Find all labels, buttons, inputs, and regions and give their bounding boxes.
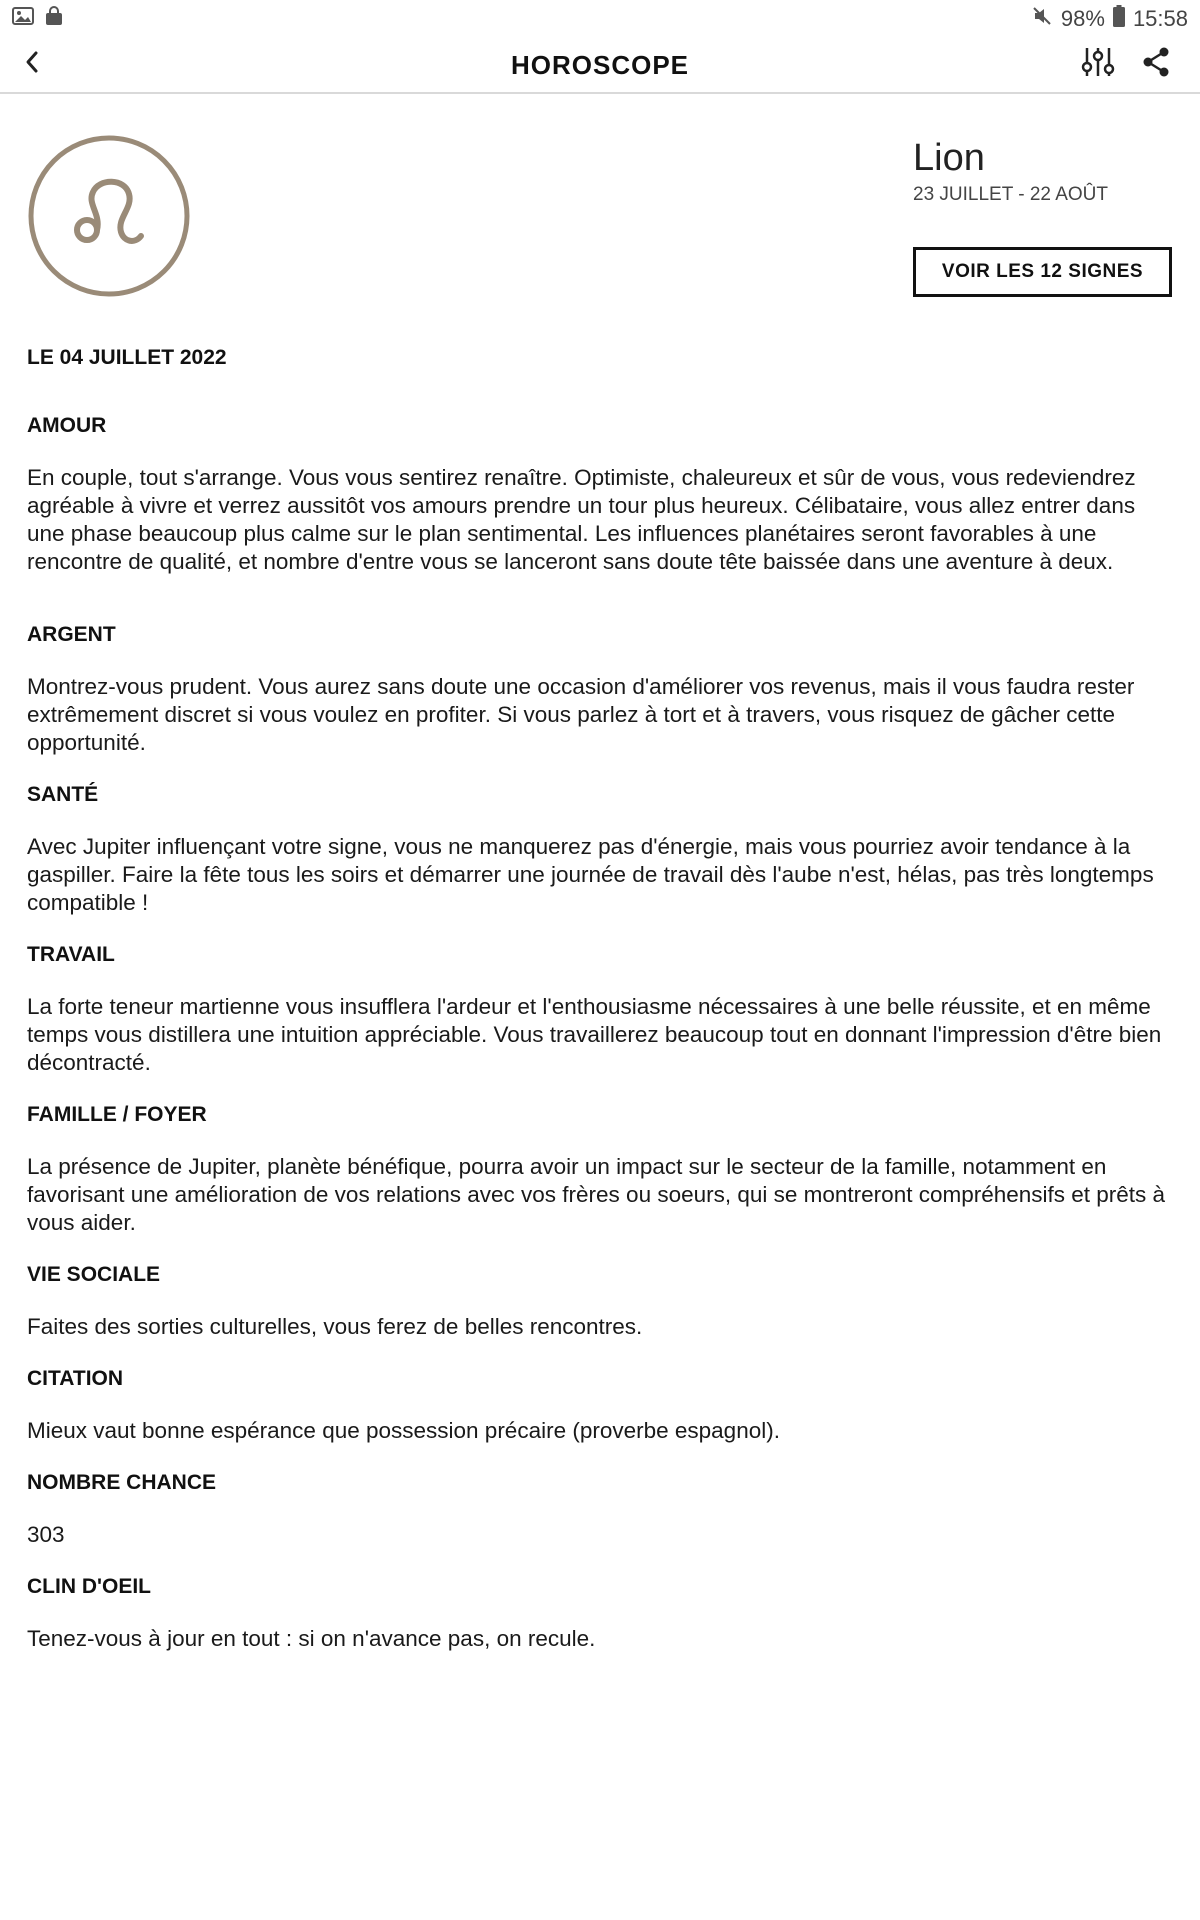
section-text: Avec Jupiter influençant votre signe, vous ne manquerez pas d'énergie, mais vous pourriez avoir tendance à la gaspiller. Faire la fête tous les soirs et démarrer une journée de travail dès l'aube n'est, hélas, pas très longtemps compatible ! bbox=[27, 834, 1154, 915]
section-text: 303 bbox=[27, 1522, 65, 1547]
section-vie-sociale bbox=[27, 1261, 1177, 1341]
sliders-icon bbox=[1081, 45, 1115, 84]
section-text: La présence de Jupiter, planète bénéfique, pourra avoir un impact sur le secteur de la famille, notamment en favorisant une amélioration de vos relations avec vos frères ou soeurs, qui se montreront compréhensifs et prêts à vous aider. bbox=[27, 1154, 1166, 1235]
section-text: En couple, tout s'arrange. Vous vous sentirez renaître. Optimiste, chaleureux et sûr de vous, vous redeviendrez agréable à vivre et verrez aussitôt vos amours prendre un tour plus heureux. Célibataire, vous allez entrer dans une phase beaucoup plus calme sur le plan sentimental. Les influences planétaires seront favorables à une rencontre de qualité, et nombre d'entre vous se lanceront sans doute tête baissée dans une aventure à deux. bbox=[27, 465, 1136, 574]
status-bar bbox=[0, 0, 1200, 38]
battery-percent: 98% bbox=[1060, 6, 1105, 31]
section-title: CITATION bbox=[27, 1367, 124, 1390]
section-travail bbox=[27, 941, 1177, 1077]
section-title: FAMILLE / FOYER bbox=[27, 1103, 207, 1126]
gallery-icon bbox=[12, 6, 34, 32]
date-heading: LE 04 JUILLET 2022 bbox=[27, 346, 227, 369]
section-text: Mieux vaut bonne espérance que possession précaire (proverbe espagnol). bbox=[27, 1418, 780, 1443]
status-system bbox=[1031, 5, 1188, 33]
horoscope-content bbox=[27, 344, 1177, 1677]
view-all-signs-button[interactable]: VOIR LES 12 SIGNES bbox=[913, 247, 1172, 297]
shopping-bag-icon bbox=[44, 6, 64, 32]
section-nombre-chance bbox=[27, 1469, 1177, 1549]
mute-icon bbox=[1031, 5, 1053, 33]
section-title: CLIN D'OEIL bbox=[27, 1575, 151, 1598]
section-citation bbox=[27, 1365, 1177, 1445]
section-amour bbox=[27, 412, 1177, 576]
section-title: NOMBRE CHANCE bbox=[27, 1471, 216, 1494]
status-notifications bbox=[12, 6, 64, 32]
share-button[interactable] bbox=[1134, 42, 1178, 86]
section-famille-foyer bbox=[27, 1101, 1177, 1237]
section-title: SANTÉ bbox=[27, 783, 99, 806]
section-sante bbox=[27, 781, 1177, 917]
share-icon bbox=[1140, 46, 1172, 83]
section-text: Tenez-vous à jour en tout : si on n'avance pas, on recule. bbox=[27, 1626, 596, 1651]
clock: 15:58 bbox=[1132, 6, 1188, 31]
leo-sign-icon bbox=[27, 134, 191, 298]
section-text: Faites des sorties culturelles, vous ferez de belles rencontres. bbox=[27, 1314, 643, 1339]
section-title: AMOUR bbox=[27, 414, 107, 437]
section-argent bbox=[27, 621, 1177, 757]
battery-icon bbox=[1113, 5, 1125, 33]
sign-name: Lion bbox=[913, 137, 985, 179]
section-text: Montrez-vous prudent. Vous aurez sans doute une occasion d'améliorer vos revenus, mais il vous faudra rester extrêmement discret si vous voulez en profiter. Si vous parlez à tort et à travers, vous risquez de gâcher cette opportunité. bbox=[27, 674, 1135, 755]
filter-button[interactable] bbox=[1076, 42, 1120, 86]
page-title: HOROSCOPE bbox=[510, 50, 690, 80]
section-title: ARGENT bbox=[27, 623, 116, 646]
section-title: TRAVAIL bbox=[27, 943, 115, 966]
section-clin-doeil bbox=[27, 1573, 1177, 1653]
sign-info bbox=[913, 136, 1108, 206]
app-bar bbox=[0, 38, 1200, 94]
section-text: La forte teneur martienne vous insufflera l'ardeur et l'enthousiasme nécessaires à une belle réussite, et en même temps vous distillera une intuition appréciable. Vous travaillerez beaucoup tout en donnant l'impression d'être bien décontracté. bbox=[27, 994, 1162, 1075]
section-title: VIE SOCIALE bbox=[27, 1263, 161, 1286]
sign-dates: 23 JUILLET - 22 AOÛT bbox=[913, 184, 1109, 205]
